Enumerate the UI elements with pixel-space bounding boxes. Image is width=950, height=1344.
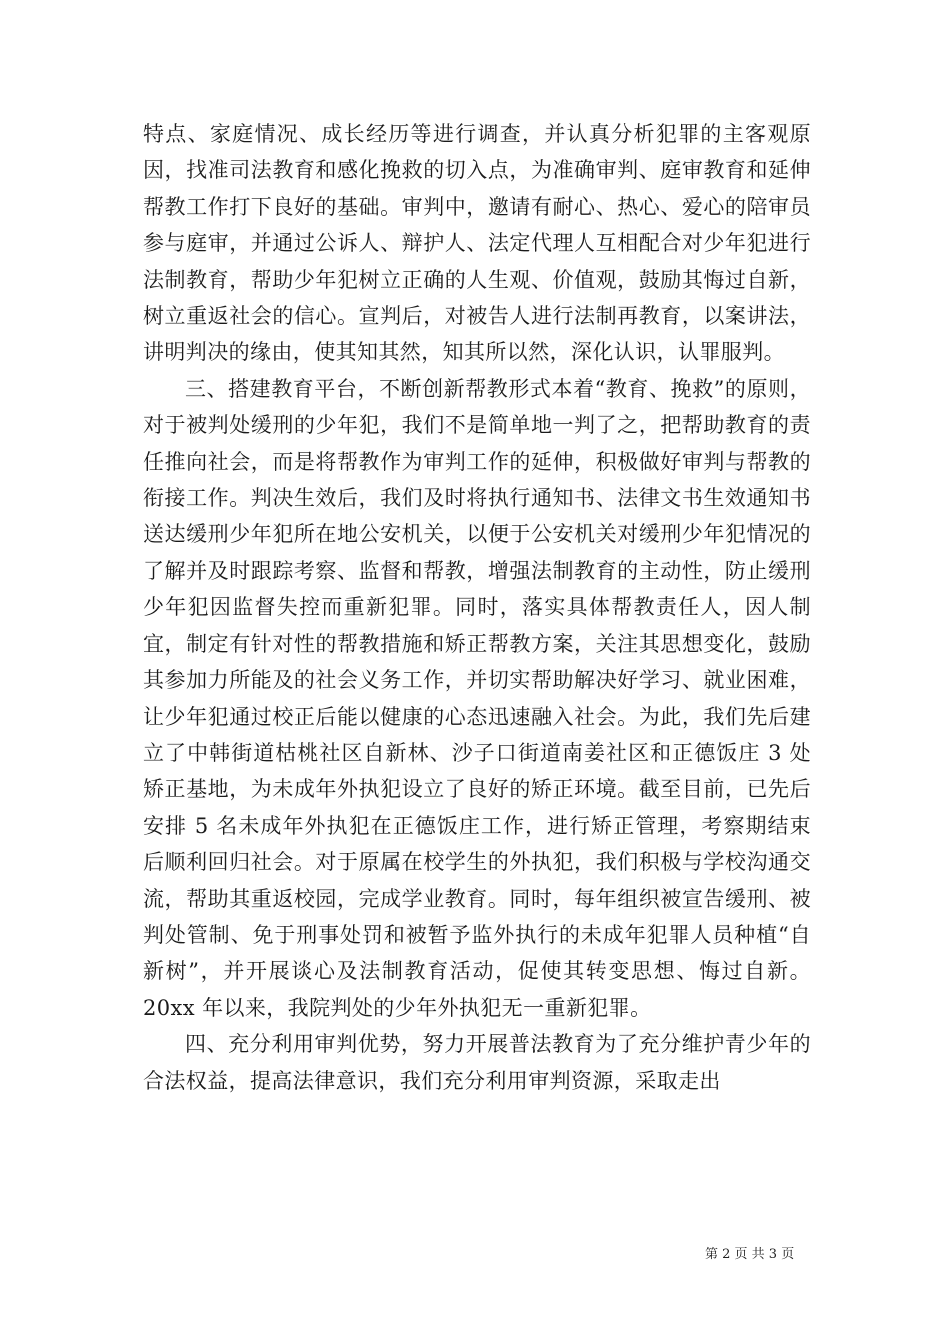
page-number: 第 2 页 共 3 页 [705,1247,795,1262]
paragraph-3: 四、充分利用审判优势，努力开展普法教育为了充分维护青少年的合法权益，提高法律意识，我们充分利用审判资源，采取走出 [143,1032,811,1093]
paragraph-1: 特点、家庭情况、成长经历等进行调查，并认真分析犯罪的主客观原因，找准司法教育和感化挽救的切入点，为准确审判、庭审教育和延伸帮教工作打下良好的基础。审判中，邀请有耐心、热心、爱心的陪审员参与庭审，并通过公诉人、辩护人、法定代理人互相配合对少年犯进行法制教育，帮助少年犯树立正确的人生观、价值观，鼓励其悔过自新，树立重返社会的信心。宣判后，对被告人进行法制再教育，以案讲法，讲明判决的缘由，使其知其然，知其所以然，深化认识，认罪服判。 [143,122,811,365]
paragraph-2: 三、搭建教育平台，不断创新帮教形式本着“教育、挽救”的原则，对于被判处缓刑的少年犯，我们不是简单地一判了之，把帮助教育的责任推向社会，而是将帮教作为审判工作的延伸，积极做好审判与帮教的衔接工作。判决生效后，我们及时将执行通知书、法律文书生效通知书送达缓刑少年犯所在地公安机关，以便于公安机关对缓刑少年犯情况的了解并及时跟踪考察、监督和帮教，增强法制教育的主动性，防止缓刑少年犯因监督失控而重新犯罪。同时，落实具体帮教责任人，因人制宜，制定有针对性的帮教措施和矫正帮教方案，关注其思想变化，鼓励其参加力所能及的社会义务工作，并切实帮助解决好学习、就业困难，让少年犯通过校正后能以健康的心态迅速融入社会。为此，我们先后建立了中韩街道枯桃社区自新林、沙子口街道南姜社区和正德饭庄 3 处矫正基地，为未成年外执犯设立了良好的矫正环境。截至目前，已先后安排 5 名未成年外执犯在正德饭庄工作，进行矫正管理，考察期结束后顺利回归社会。对于原属在校学生的外执犯，我们积极与学校沟通交流，帮助其重返校园，完成学业教育。同时，每年组织被宣告缓刑、被判处管制、免于刑事处罚和被暂予监外执行的未成年犯罪人员种植“自新树”，并开展谈心及法制教育活动，促使其转变思想、悔过自新。20xx 年以来，我院判处的少年外执犯无一重新犯罪。 [143,376,811,1020]
document-body [143,116,811,1099]
